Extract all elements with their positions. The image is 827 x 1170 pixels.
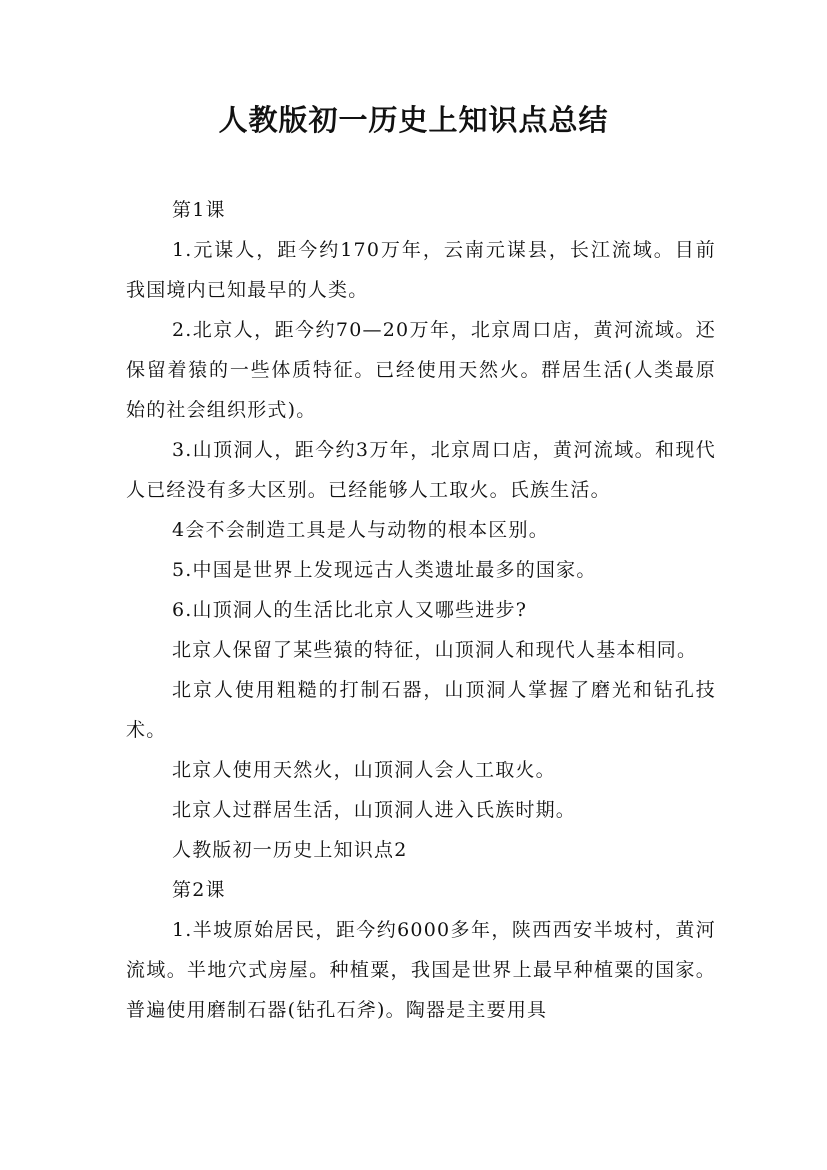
- paragraph-progress-question: 6.山顶洞人的生活比北京人又哪些进步?: [172, 599, 528, 621]
- document-title: 人教版初一历史上知识点总结: [218, 103, 609, 137]
- paragraph-peking-man: 2.北京人，距今约70—20万年，北京周口店，黄河流域。还保留着猿的一些体质特征。已经使用天然火。群居生活(人类最原始的社会组织形式)。: [126, 319, 716, 421]
- paragraph-comparison-features: 北京人保留了某些猿的特征，山顶洞人和现代人基本相同。: [172, 639, 698, 661]
- document-body: [126, 190, 716, 1030]
- paragraph-most-sites: 5.中国是世界上发现远古人类遗址最多的国家。: [172, 559, 597, 581]
- paragraph-comparison-tools: 北京人使用粗糙的打制石器，山顶洞人掌握了磨光和钻孔技术。: [126, 679, 716, 741]
- paragraph-section-2-heading: 人教版初一历史上知识点2: [172, 839, 408, 861]
- paragraph-tool-making: 4会不会制造工具是人与动物的根本区别。: [172, 519, 549, 541]
- paragraph-upper-cave-man: 3.山顶洞人，距今约3万年，北京周口店，黄河流域。和现代人已经没有多大区别。已经能够人工取火。氏族生活。: [126, 439, 716, 501]
- paragraph-comparison-fire: 北京人使用天然火，山顶洞人会人工取火。: [172, 759, 556, 781]
- paragraph-lesson-1-heading: 第1课: [172, 199, 226, 221]
- paragraph-lesson-2-heading: 第2课: [172, 879, 226, 901]
- paragraph-comparison-society: 北京人过群居生活，山顶洞人进入氏族时期。: [172, 799, 577, 821]
- paragraph-banpo-residents: 1.半坡原始居民，距今约6000多年，陕西西安半坡村，黄河流域。半地穴式房屋。种植粟，我国是世界上最早种植粟的国家。普遍使用磨制石器(钻孔石斧)。陶器是主要用具: [126, 919, 716, 1021]
- paragraph-yuanmou-man: 1.元谋人，距今约170万年，云南元谋县，长江流域。目前我国境内已知最早的人类。: [126, 239, 716, 301]
